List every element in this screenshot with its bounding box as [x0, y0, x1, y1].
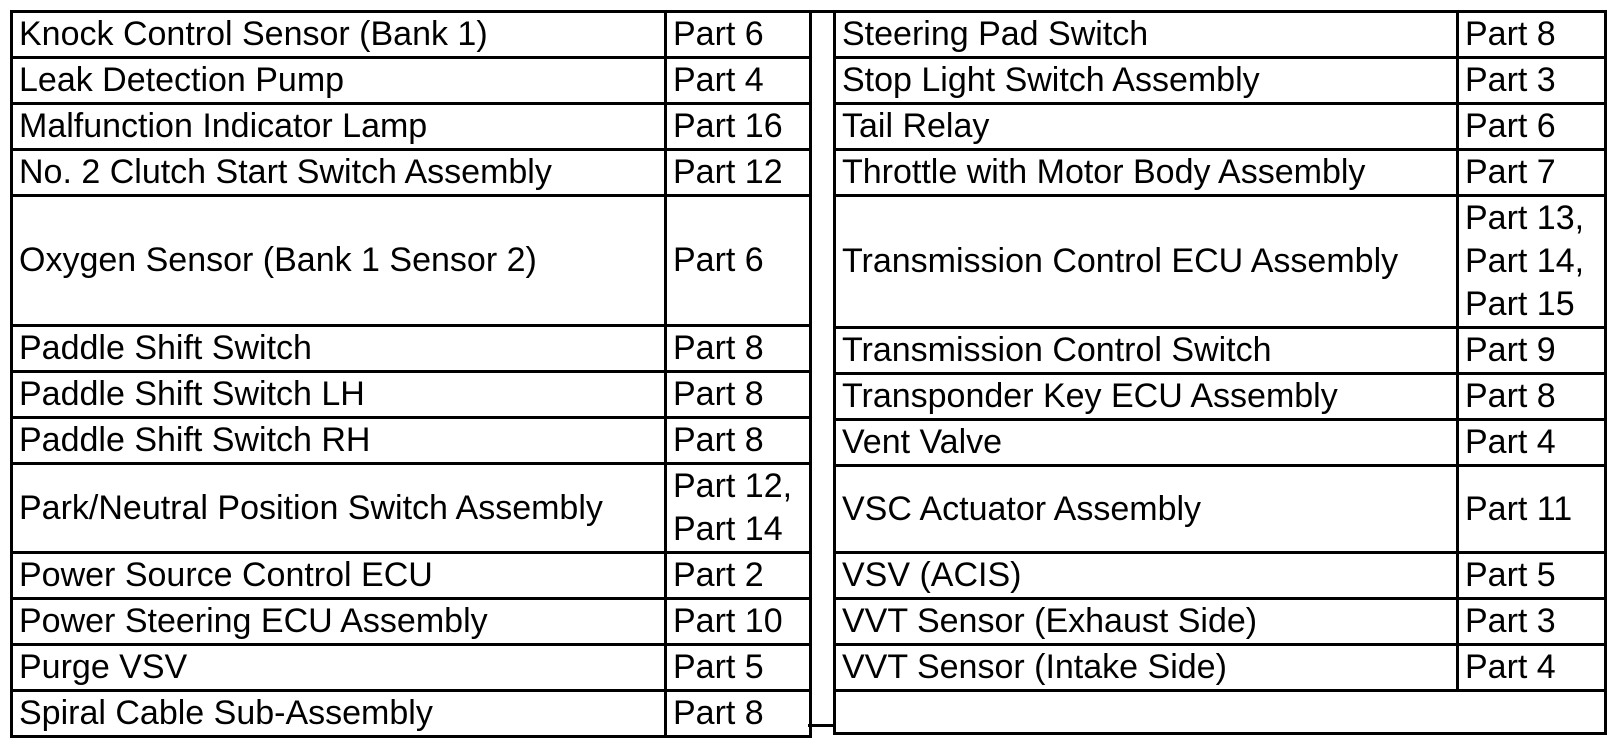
table-row	[835, 328, 1606, 374]
table-row	[835, 374, 1606, 420]
part-reference: Part 3	[1458, 58, 1606, 104]
part-reference: Part 16	[666, 104, 811, 150]
table-row	[835, 599, 1606, 645]
table-row	[12, 418, 811, 464]
table-row	[835, 104, 1606, 150]
component-name: Malfunction Indicator Lamp	[12, 104, 666, 150]
part-reference: Part 4	[1458, 645, 1606, 691]
component-name: VSC Actuator Assembly	[835, 466, 1458, 553]
component-name: Transmission Control ECU Assembly	[835, 196, 1458, 328]
part-reference: Part 3	[1458, 599, 1606, 645]
table-row	[835, 420, 1606, 466]
component-name: No. 2 Clutch Start Switch Assembly	[12, 150, 666, 196]
table-row	[12, 372, 811, 418]
part-reference: Part 8	[1458, 374, 1606, 420]
component-name: Transmission Control Switch	[835, 328, 1458, 374]
part-reference: Part 6	[1458, 104, 1606, 150]
part-reference: Part 8	[666, 326, 811, 372]
component-name: Oxygen Sensor (Bank 1 Sensor 2)	[12, 196, 666, 326]
part-reference: Part 9	[1458, 328, 1606, 374]
part-reference: Part 8	[666, 372, 811, 418]
part-reference: Part 4	[666, 58, 811, 104]
component-name: Paddle Shift Switch LH	[12, 372, 666, 418]
component-name: Power Source Control ECU	[12, 553, 666, 599]
table-row	[12, 691, 811, 737]
part-reference: Part 2	[666, 553, 811, 599]
component-name: Transponder Key ECU Assembly	[835, 374, 1458, 420]
part-reference: Part 11	[1458, 466, 1606, 553]
table-row	[12, 553, 811, 599]
part-reference: Part 4	[1458, 420, 1606, 466]
component-name: Vent Valve	[835, 420, 1458, 466]
empty-cell	[835, 691, 1606, 734]
table-row	[12, 645, 811, 691]
component-name: VVT Sensor (Exhaust Side)	[835, 599, 1458, 645]
table-row	[835, 645, 1606, 691]
table-row	[12, 326, 811, 372]
part-reference: Part 5	[1458, 553, 1606, 599]
part-reference: Part 6	[666, 196, 811, 326]
table-row	[835, 58, 1606, 104]
component-name: Steering Pad Switch	[835, 12, 1458, 58]
component-name: Purge VSV	[12, 645, 666, 691]
component-name: VVT Sensor (Intake Side)	[835, 645, 1458, 691]
parts-table-right	[833, 10, 1607, 735]
table-row	[835, 150, 1606, 196]
table-row	[12, 464, 811, 553]
component-name: Stop Light Switch Assembly	[835, 58, 1458, 104]
table-row	[12, 196, 811, 326]
table-row	[835, 553, 1606, 599]
component-name: VSV (ACIS)	[835, 553, 1458, 599]
component-name: Paddle Shift Switch	[12, 326, 666, 372]
component-name: Throttle with Motor Body Assembly	[835, 150, 1458, 196]
component-name: Leak Detection Pump	[12, 58, 666, 104]
part-reference: Part 8	[666, 418, 811, 464]
part-reference: Part 13, Part 14, Part 15	[1458, 196, 1606, 328]
part-reference: Part 12	[666, 150, 811, 196]
table-row	[835, 12, 1606, 58]
table-row-empty	[835, 691, 1606, 734]
table-row	[835, 466, 1606, 553]
table-row	[12, 58, 811, 104]
table-row	[12, 599, 811, 645]
table-row	[12, 104, 811, 150]
component-name: Park/Neutral Position Switch Assembly	[12, 464, 666, 553]
component-name: Spiral Cable Sub-Assembly	[12, 691, 666, 737]
part-reference: Part 8	[1458, 12, 1606, 58]
part-reference: Part 10	[666, 599, 811, 645]
component-name: Power Steering ECU Assembly	[12, 599, 666, 645]
component-name: Tail Relay	[835, 104, 1458, 150]
part-reference: Part 5	[666, 645, 811, 691]
parts-table-left	[10, 10, 812, 738]
table-row	[12, 150, 811, 196]
part-reference: Part 6	[666, 12, 811, 58]
part-reference: Part 8	[666, 691, 811, 737]
component-name: Paddle Shift Switch RH	[12, 418, 666, 464]
component-name: Knock Control Sensor (Bank 1)	[12, 12, 666, 58]
table-row	[835, 196, 1606, 328]
table-row	[12, 12, 811, 58]
part-reference: Part 12, Part 14	[666, 464, 811, 553]
part-reference: Part 7	[1458, 150, 1606, 196]
